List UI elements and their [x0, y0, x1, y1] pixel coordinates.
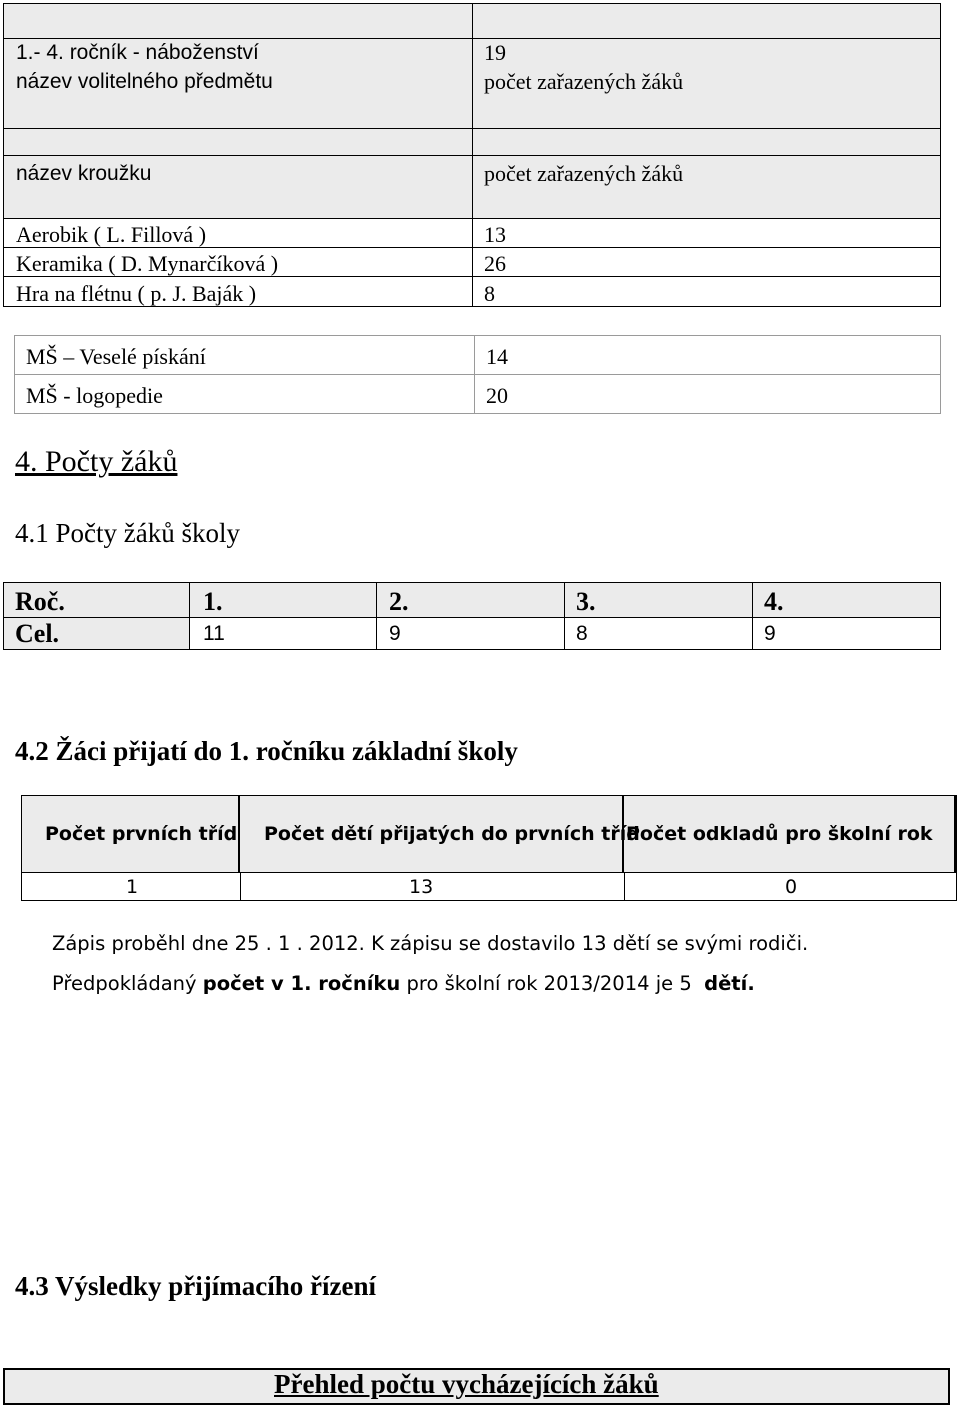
club-name: Aerobik ( L. Fillová ): [16, 222, 207, 247]
forecast-bold-text: počet v 1. ročníku: [202, 972, 401, 995]
ms-row-1-count-cell: [474, 335, 941, 375]
count-value: 9: [389, 622, 401, 645]
ms-name: MŠ – Veselé pískání: [26, 344, 206, 369]
elective-subject-count: 19: [484, 40, 506, 65]
count-value: 9: [764, 622, 776, 645]
club-count: 26: [484, 251, 506, 276]
admitted-value: 0: [785, 876, 798, 898]
club-count: 13: [484, 222, 506, 247]
graduates-overview-title: Přehled počtu vycházejících žáků: [274, 1369, 659, 1399]
enrollment-forecast: [52, 972, 755, 995]
elective-header-subject: název volitelného předmětu: [16, 70, 273, 93]
count-header-label: 3.: [576, 587, 596, 616]
forecast-text: pro školní rok 2013/2014 je 5: [400, 972, 705, 995]
count-row-label: Cel.: [15, 619, 60, 648]
admitted-value: 1: [126, 876, 139, 898]
club-count: 8: [484, 281, 495, 306]
ms-count: 20: [486, 383, 508, 408]
ms-row-2-count-cell: [474, 374, 941, 414]
enrollment-note: Zápis proběhl dne 25 . 1 . 2012. K zápisu se dostavilo 13 dětí se svými rodiči.: [52, 932, 809, 955]
elective-subject-name: 1.- 4. ročník - náboženství: [16, 41, 259, 64]
section-heading: 4. Počty žáků: [15, 445, 178, 478]
elective-header-count: počet zařazených žáků: [484, 69, 684, 94]
forecast-text: Předpokládaný: [52, 972, 203, 995]
clubs-header-name: název kroužku: [16, 162, 152, 185]
admitted-header-label: Počet prvních tříd: [45, 823, 238, 845]
count-value: 8: [576, 622, 588, 645]
count-value-cell: [752, 617, 941, 650]
count-header-label: 4.: [764, 587, 784, 616]
ms-count: 14: [486, 344, 508, 369]
club-name: Hra na flétnu ( p. J. Baják ): [16, 281, 257, 306]
count-header-label: Roč.: [15, 587, 65, 616]
ms-name: MŠ - logopedie: [26, 383, 163, 408]
subsection-heading: 4.1 Počty žáků školy: [15, 518, 240, 548]
count-value-cell: [376, 617, 565, 650]
elective-empty-top-left: [3, 3, 473, 39]
forecast-bold-text: dětí.: [704, 972, 755, 995]
count-value: 11: [203, 622, 225, 645]
count-header-label: 1.: [203, 587, 223, 616]
subsection-heading: 4.3 Výsledky přijímacího řízení: [15, 1271, 376, 1301]
clubs-empty-top-right: [472, 128, 941, 156]
subsection-heading: 4.2 Žáci přijatí do 1. ročníku základní školy: [15, 736, 518, 766]
club-name: Keramika ( D. Mynarčíková ): [16, 251, 279, 276]
count-value-cell: [564, 617, 753, 650]
clubs-empty-top-left: [3, 128, 473, 156]
count-header-label: 2.: [389, 587, 409, 616]
admitted-header-label: Počet dětí přijatých do prvních tříd: [264, 823, 640, 845]
clubs-row-1-count-cell: [472, 218, 941, 248]
admitted-value: 13: [409, 876, 434, 898]
clubs-row-3-count-cell: [472, 276, 941, 307]
admitted-header-label: Počet odkladů pro školní rok: [626, 823, 933, 845]
clubs-row-2-count-cell: [472, 247, 941, 277]
clubs-header-count: počet zařazených žáků: [484, 161, 684, 186]
elective-empty-top-right: [472, 3, 941, 39]
